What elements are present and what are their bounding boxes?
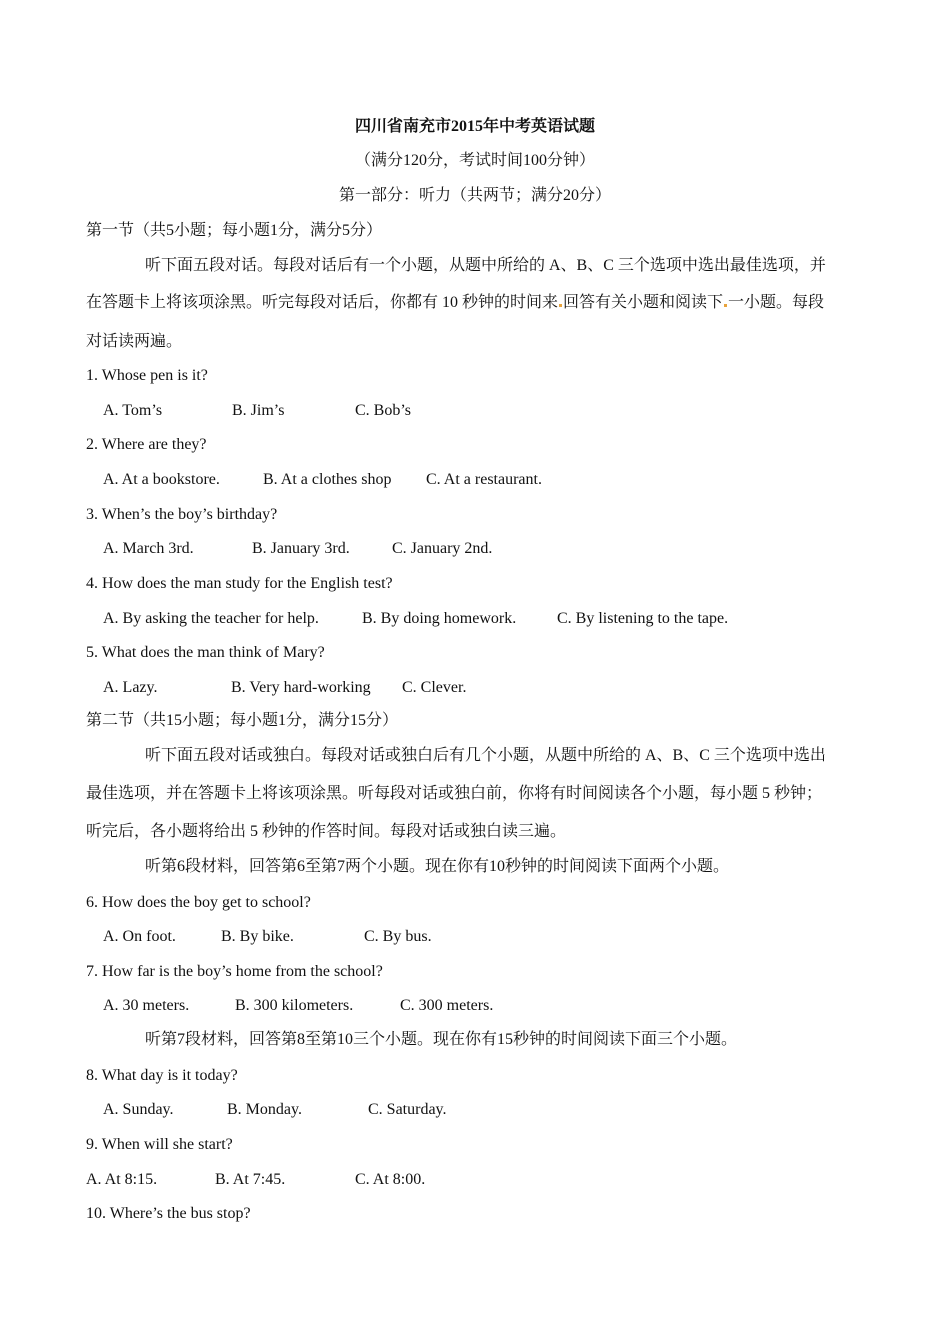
q2-option-a: A. At a bookstore.	[103, 471, 220, 488]
mark-dot-icon	[559, 304, 562, 307]
question-6: 6. How does the boy get to school?	[86, 894, 311, 911]
question-9: 9. When will she start?	[86, 1136, 233, 1153]
q9-option-c: C. At 8:00.	[355, 1171, 426, 1188]
q8-option-b: B. Monday.	[227, 1101, 302, 1118]
question-8: 8. What day is it today?	[86, 1067, 238, 1084]
section1-instruction-1: 听下面五段对话。每段对话后有一个小题，从题中所给的 A、B、C 三个选项中选出最佳选项，并	[145, 257, 826, 274]
question-2: 2. Where are they?	[86, 436, 207, 453]
question-7: 7. How far is the boy’s home from the school?	[86, 963, 383, 980]
q5-option-a: A. Lazy.	[103, 679, 158, 696]
instruction-text: 在答题卡上将该项涂黑。听完每段对话后，你都有 10 秒钟的时间来	[86, 294, 559, 311]
q2-option-c: C. At a restaurant.	[426, 471, 542, 488]
q5-option-b: B. Very hard-working	[231, 679, 371, 696]
material-7-instruction: 听第7段材料，回答第8至第10三个小题。现在你有15秒钟的时间阅读下面三个小题。	[145, 1031, 738, 1048]
mark-dot-icon	[724, 304, 727, 307]
q7-option-b: B. 300 kilometers.	[235, 997, 354, 1014]
question-3: 3. When’s the boy’s birthday?	[86, 506, 278, 523]
q7-option-c: C. 300 meters.	[400, 997, 494, 1014]
q6-option-c: C. By bus.	[364, 928, 432, 945]
section2-instruction-1: 听下面五段对话或独白。每段对话或独白后有几个小题，从题中所给的 A、B、C 三个选项中选出	[145, 747, 826, 764]
q4-option-c: C. By listening to the tape.	[557, 610, 729, 627]
question-10: 10. Where’s the bus stop?	[86, 1205, 251, 1222]
section2-instruction-2: 最佳选项，并在答题卡上将该项涂黑。听每段对话或独白前，你将有时间阅读各个小题，每小题 5 秒钟；	[86, 785, 823, 802]
section1-heading: 第一节（共5小题；每小题1分，满分5分）	[86, 222, 383, 239]
q5-option-c: C. Clever.	[402, 679, 467, 696]
instruction-text: 一小题。每段	[728, 294, 825, 311]
exam-title: 四川省南充市2015年中考英语试题	[354, 118, 595, 135]
q3-option-a: A. March 3rd.	[103, 540, 194, 557]
instruction-text: 回答有关小题和阅读下	[563, 294, 724, 311]
q7-option-a: A. 30 meters.	[103, 997, 190, 1014]
q1-option-a: A. Tom’s	[103, 402, 163, 419]
q6-option-b: B. By bike.	[221, 928, 294, 945]
exam-subtitle: （满分120分，考试时间100分钟）	[354, 152, 595, 169]
q9-option-b: B. At 7:45.	[215, 1171, 286, 1188]
q2-option-b: B. At a clothes shop	[263, 471, 392, 488]
section1-instruction-3: 对话读两遍。	[86, 333, 183, 350]
q8-option-a: A. Sunday.	[103, 1101, 174, 1118]
section2-instruction-3: 听完后，各小题将给出 5 秒钟的作答时间。每段对话或独白读三遍。	[86, 823, 567, 840]
q1-option-b: B. Jim’s	[232, 402, 285, 419]
question-5: 5. What does the man think of Mary?	[86, 644, 325, 661]
part1-heading: 第一部分：听力（共两节；满分20分）	[338, 187, 611, 204]
q1-option-c: C. Bob’s	[355, 402, 412, 419]
q3-option-b: B. January 3rd.	[252, 540, 350, 557]
question-4: 4. How does the man study for the English test?	[86, 575, 393, 592]
material-6-instruction: 听第6段材料，回答第6至第7两个小题。现在你有10秒钟的时间阅读下面两个小题。	[145, 858, 730, 875]
q3-option-c: C. January 2nd.	[392, 540, 493, 557]
section2-heading: 第二节（共15小题；每小题1分，满分15分）	[86, 712, 399, 729]
question-1: 1. Whose pen is it?	[86, 367, 208, 384]
q4-option-a: A. By asking the teacher for help.	[103, 610, 319, 627]
q6-option-a: A. On foot.	[103, 928, 176, 945]
q9-option-a: A. At 8:15.	[86, 1171, 158, 1188]
q8-option-c: C. Saturday.	[368, 1101, 447, 1118]
section1-instruction-2	[86, 293, 824, 313]
q4-option-b: B. By doing homework.	[362, 610, 517, 627]
